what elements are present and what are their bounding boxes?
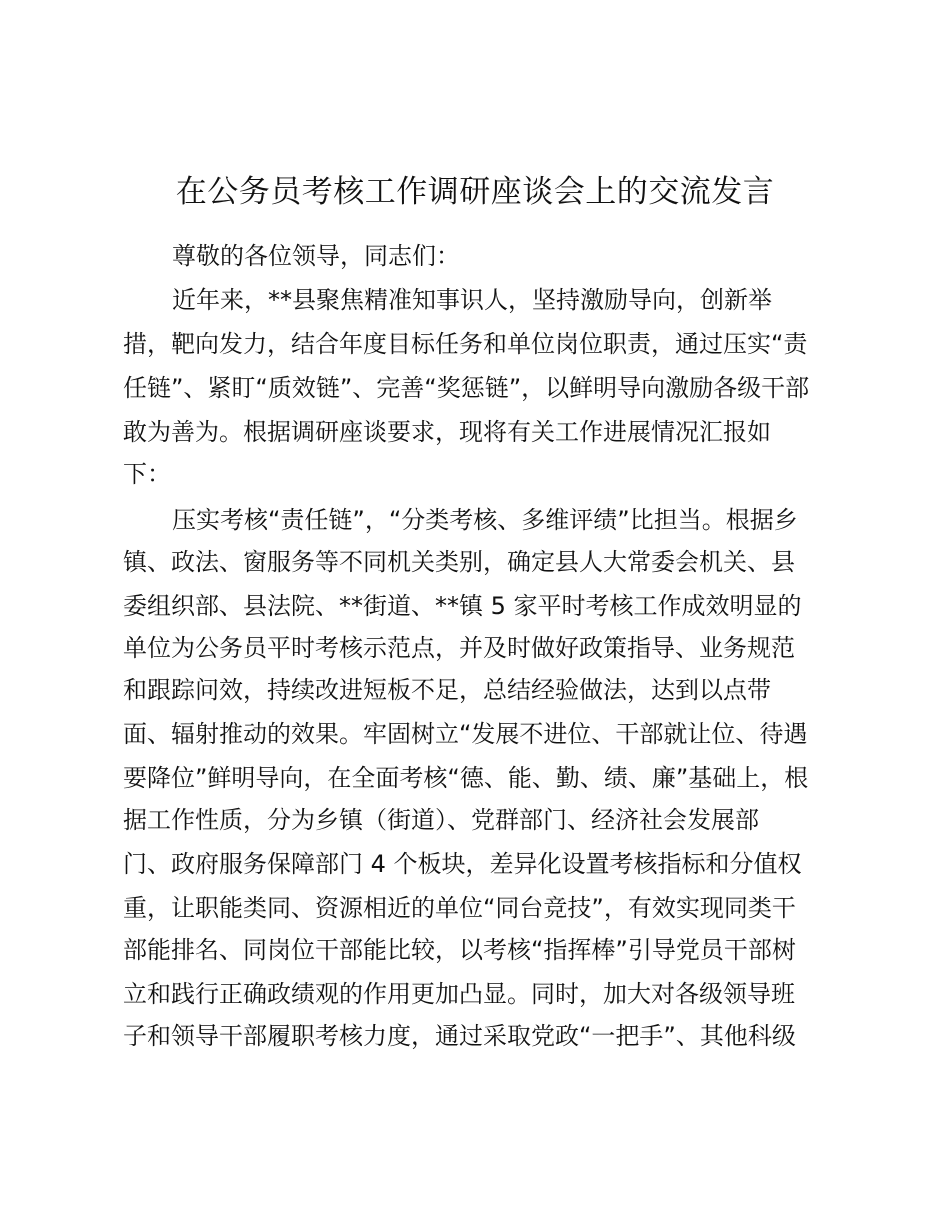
greeting-line: 尊敬的各位领导，同志们： (172, 242, 460, 270)
paragraph-line: 近年来，**县聚焦精准知事识人，坚持激励导向，创新举 (172, 286, 772, 314)
paragraph-line: 部能排名、同岗位干部能比较，以考核“指挥棒”引导党员干部树 (123, 936, 796, 964)
paragraph-line: 和跟踪问效，持续改进短板不足，总结经验做法，达到以点带 (123, 676, 771, 704)
paragraph-line: 委组织部、县法院、**街道、**镇 5 家平时考核工作成效明显的 (123, 592, 802, 620)
paragraph-line: 敢为善为。根据调研座谈要求，现将有关工作进展情况汇报如 (123, 418, 771, 446)
paragraph-line: 重，让职能类同、资源相近的单位“同台竞技”，有效实现同类干 (123, 894, 796, 922)
paragraph-line: 面、辐射推动的效果。牢固树立“发展不进位、干部就让位、待遇 (123, 720, 808, 748)
paragraph-line: 任链”、紧盯“质效链”、完善“奖惩链”，以鲜明导向激励各级干部 (123, 374, 810, 402)
paragraph-line: 立和践行正确政绩观的作用更加凸显。同时，加大对各级领导班 (123, 980, 795, 1008)
paragraph-line: 门、政府服务保障部门 4 个板块，差异化设置考核指标和分值权 (123, 850, 802, 878)
paragraph-line: 镇、政法、窗服务等不同机关类别，确定县人大常委会机关、县 (123, 548, 795, 576)
paragraph-line: 压实考核“责任链”，“分类考核、多维评绩”比担当。根据乡 (172, 506, 798, 534)
paragraph-line: 下： (123, 460, 171, 488)
paragraph-line: 据工作性质，分为乡镇（街道）、党群部门、经济社会发展部 (123, 806, 759, 834)
document-title: 在公务员考核工作调研座谈会上的交流发言 (175, 174, 775, 210)
paragraph-line: 子和领导干部履职考核力度，通过采取党政“一把手”、其他科级 (123, 1022, 796, 1050)
paragraph-line: 单位为公务员平时考核示范点，并及时做好政策指导、业务规范 (123, 634, 795, 662)
paragraph-line: 要降位”鲜明导向，在全面考核“德、能、勤、绩、廉”基础上，根 (123, 764, 809, 792)
paragraph-line: 措，靶向发力，结合年度目标任务和单位岗位职责，通过压实“责 (123, 330, 808, 358)
